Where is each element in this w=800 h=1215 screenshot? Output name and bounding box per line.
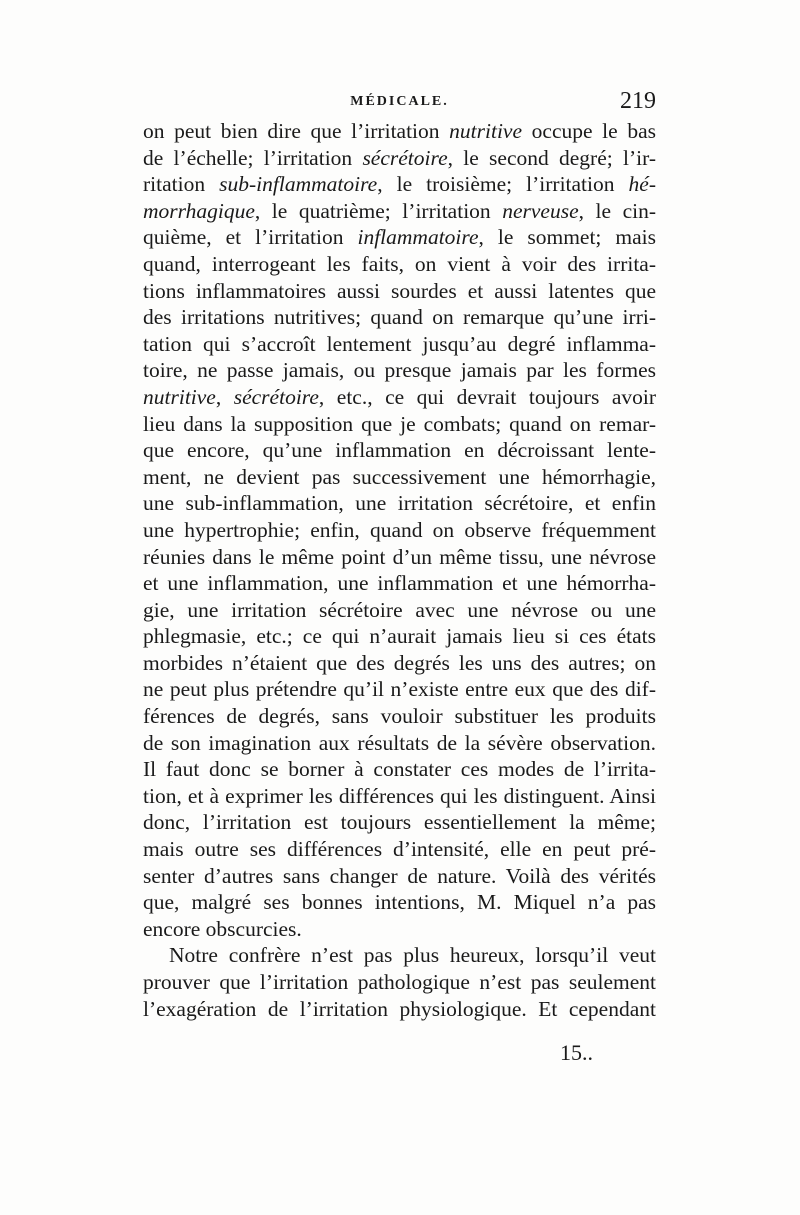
body-text [143,118,656,1022]
text-run: toire, ne passe jamais, ou presque jamais par les formes [143,358,656,383]
text-run: encore obscurcies. [143,916,302,941]
text-run: et une inflammation, une inflammation et une hémorrha- [143,571,656,596]
text-line [143,836,656,863]
text-run: , le second degré; l’ir- [447,145,656,170]
text-run: l’exagération de l’irritation physiologique. Et cependant [143,996,656,1021]
text-line [143,996,656,1023]
text-run: réunies dans le même point d’un même tissu, une névrose [143,544,656,569]
text-run: , etc., ce qui devrait toujours avoir [318,384,656,409]
text-run: des irritations nutritives; quand on remarque qu’une irri- [143,305,656,330]
text-run: férences de degrés, sans vouloir substituer les produits [143,704,656,729]
text-run: senter d’autres sans changer de nature. Voilà des vérités [143,863,656,888]
text-line [143,597,656,624]
italic-term: sub-inflammatoire [219,172,378,197]
text-line [143,676,656,703]
text-run: , le cin- [578,198,656,223]
text-line [143,278,656,305]
text-run: , [215,384,234,409]
text-run: , le troisième; l’irritation [377,172,629,197]
italic-term: nerveuse [502,198,579,223]
text-run: de l’échelle; l’irritation [143,145,363,170]
text-run: quand, interrogeant les faits, on vient à voir des irrita- [143,251,656,276]
text-line [143,411,656,438]
italic-term: nutritive [449,119,523,143]
text-run: une hypertrophie; enfin, quand on observe fréquemment [143,517,656,542]
text-run: ne peut plus prétendre qu’il n’existe entre eux que des dif- [143,677,656,702]
text-line [143,809,656,836]
text-line [143,570,656,597]
text-line [143,517,656,544]
text-line [143,889,656,916]
text-line [143,490,656,517]
text-line [143,756,656,783]
text-line [143,863,656,890]
text-line [143,623,656,650]
text-run: une sub-inflammation, une irritation sécrétoire, et enfin [143,491,656,516]
text-line [143,730,656,757]
text-line [143,251,656,278]
text-run: mais outre ses différences d’intensité, elle en peut pré- [143,837,656,862]
italic-term: nutritive [143,384,216,409]
text-line [143,145,656,172]
text-line [143,437,656,464]
text-line [143,224,656,251]
text-run: gie, une irritation sécrétoire avec une névrose ou une [143,597,656,622]
text-line [143,171,656,198]
text-line [143,942,656,969]
italic-term: morrhagique [143,198,255,223]
text-line [143,783,656,810]
text-run: occupe le bas [522,119,656,143]
text-run: de son imagination aux résultats de la sévère observation. [143,730,656,755]
text-run: , le sommet; mais [478,225,656,250]
text-line [143,703,656,730]
text-line [143,331,656,358]
text-line [143,198,656,225]
italic-term: sécrétoire [362,145,448,170]
text-run: prouver que l’irritation pathologique n’est pas seulement [143,970,656,994]
italic-term: hé- [628,172,656,197]
text-run: tions inflammatoires aussi sourdes et aussi latentes que [143,278,656,303]
text-run: quième, et l’irritation [143,225,358,250]
text-run: , le quatrième; l’irritation [254,198,503,223]
text-run: lieu dans la supposition que je combats; quand on remar- [143,411,656,436]
text-run: ritation [143,172,220,197]
text-run: tation qui s’accroît lentement jusqu’au degré inflamma- [143,331,656,356]
italic-term: inflammatoire [357,225,479,250]
printer-signature-mark: 15.. [560,1040,593,1065]
text-run: donc, l’irritation est toujours essentiellement la même; [143,810,656,835]
text-run: on peut bien dire que l’irritation [143,119,450,143]
text-line [143,118,656,145]
text-run: que encore, qu’une inflammation en décroissant lente- [143,438,656,463]
text-run: Notre confrère n’est pas plus heureux, lorsqu’il veut [169,943,656,968]
text-line [143,357,656,384]
text-line [143,916,656,943]
running-head: MÉDICALE. [350,94,449,109]
text-run: Il faut donc se borner à constater ces modes de l’irrita- [143,757,656,782]
text-line [143,384,656,411]
text-line [143,544,656,571]
text-run: morbides n’étaient que des degrés les uns des autres; on [143,650,656,675]
text-line [143,304,656,331]
text-line [143,650,656,677]
page-number: 219 [620,88,656,114]
text-run: tion, et à exprimer les différences qui les distinguent. Ainsi [143,783,656,808]
text-run: que, malgré ses bonnes intentions, M. Miquel n’a pas [143,890,656,915]
italic-term: sécrétoire [233,384,319,409]
text-line [143,969,656,996]
text-line [143,464,656,491]
text-run: phlegmasie, etc.; ce qui n’aurait jamais lieu si ces états [143,624,656,649]
text-run: ment, ne devient pas successivement une hémorrhagie, [143,464,656,489]
